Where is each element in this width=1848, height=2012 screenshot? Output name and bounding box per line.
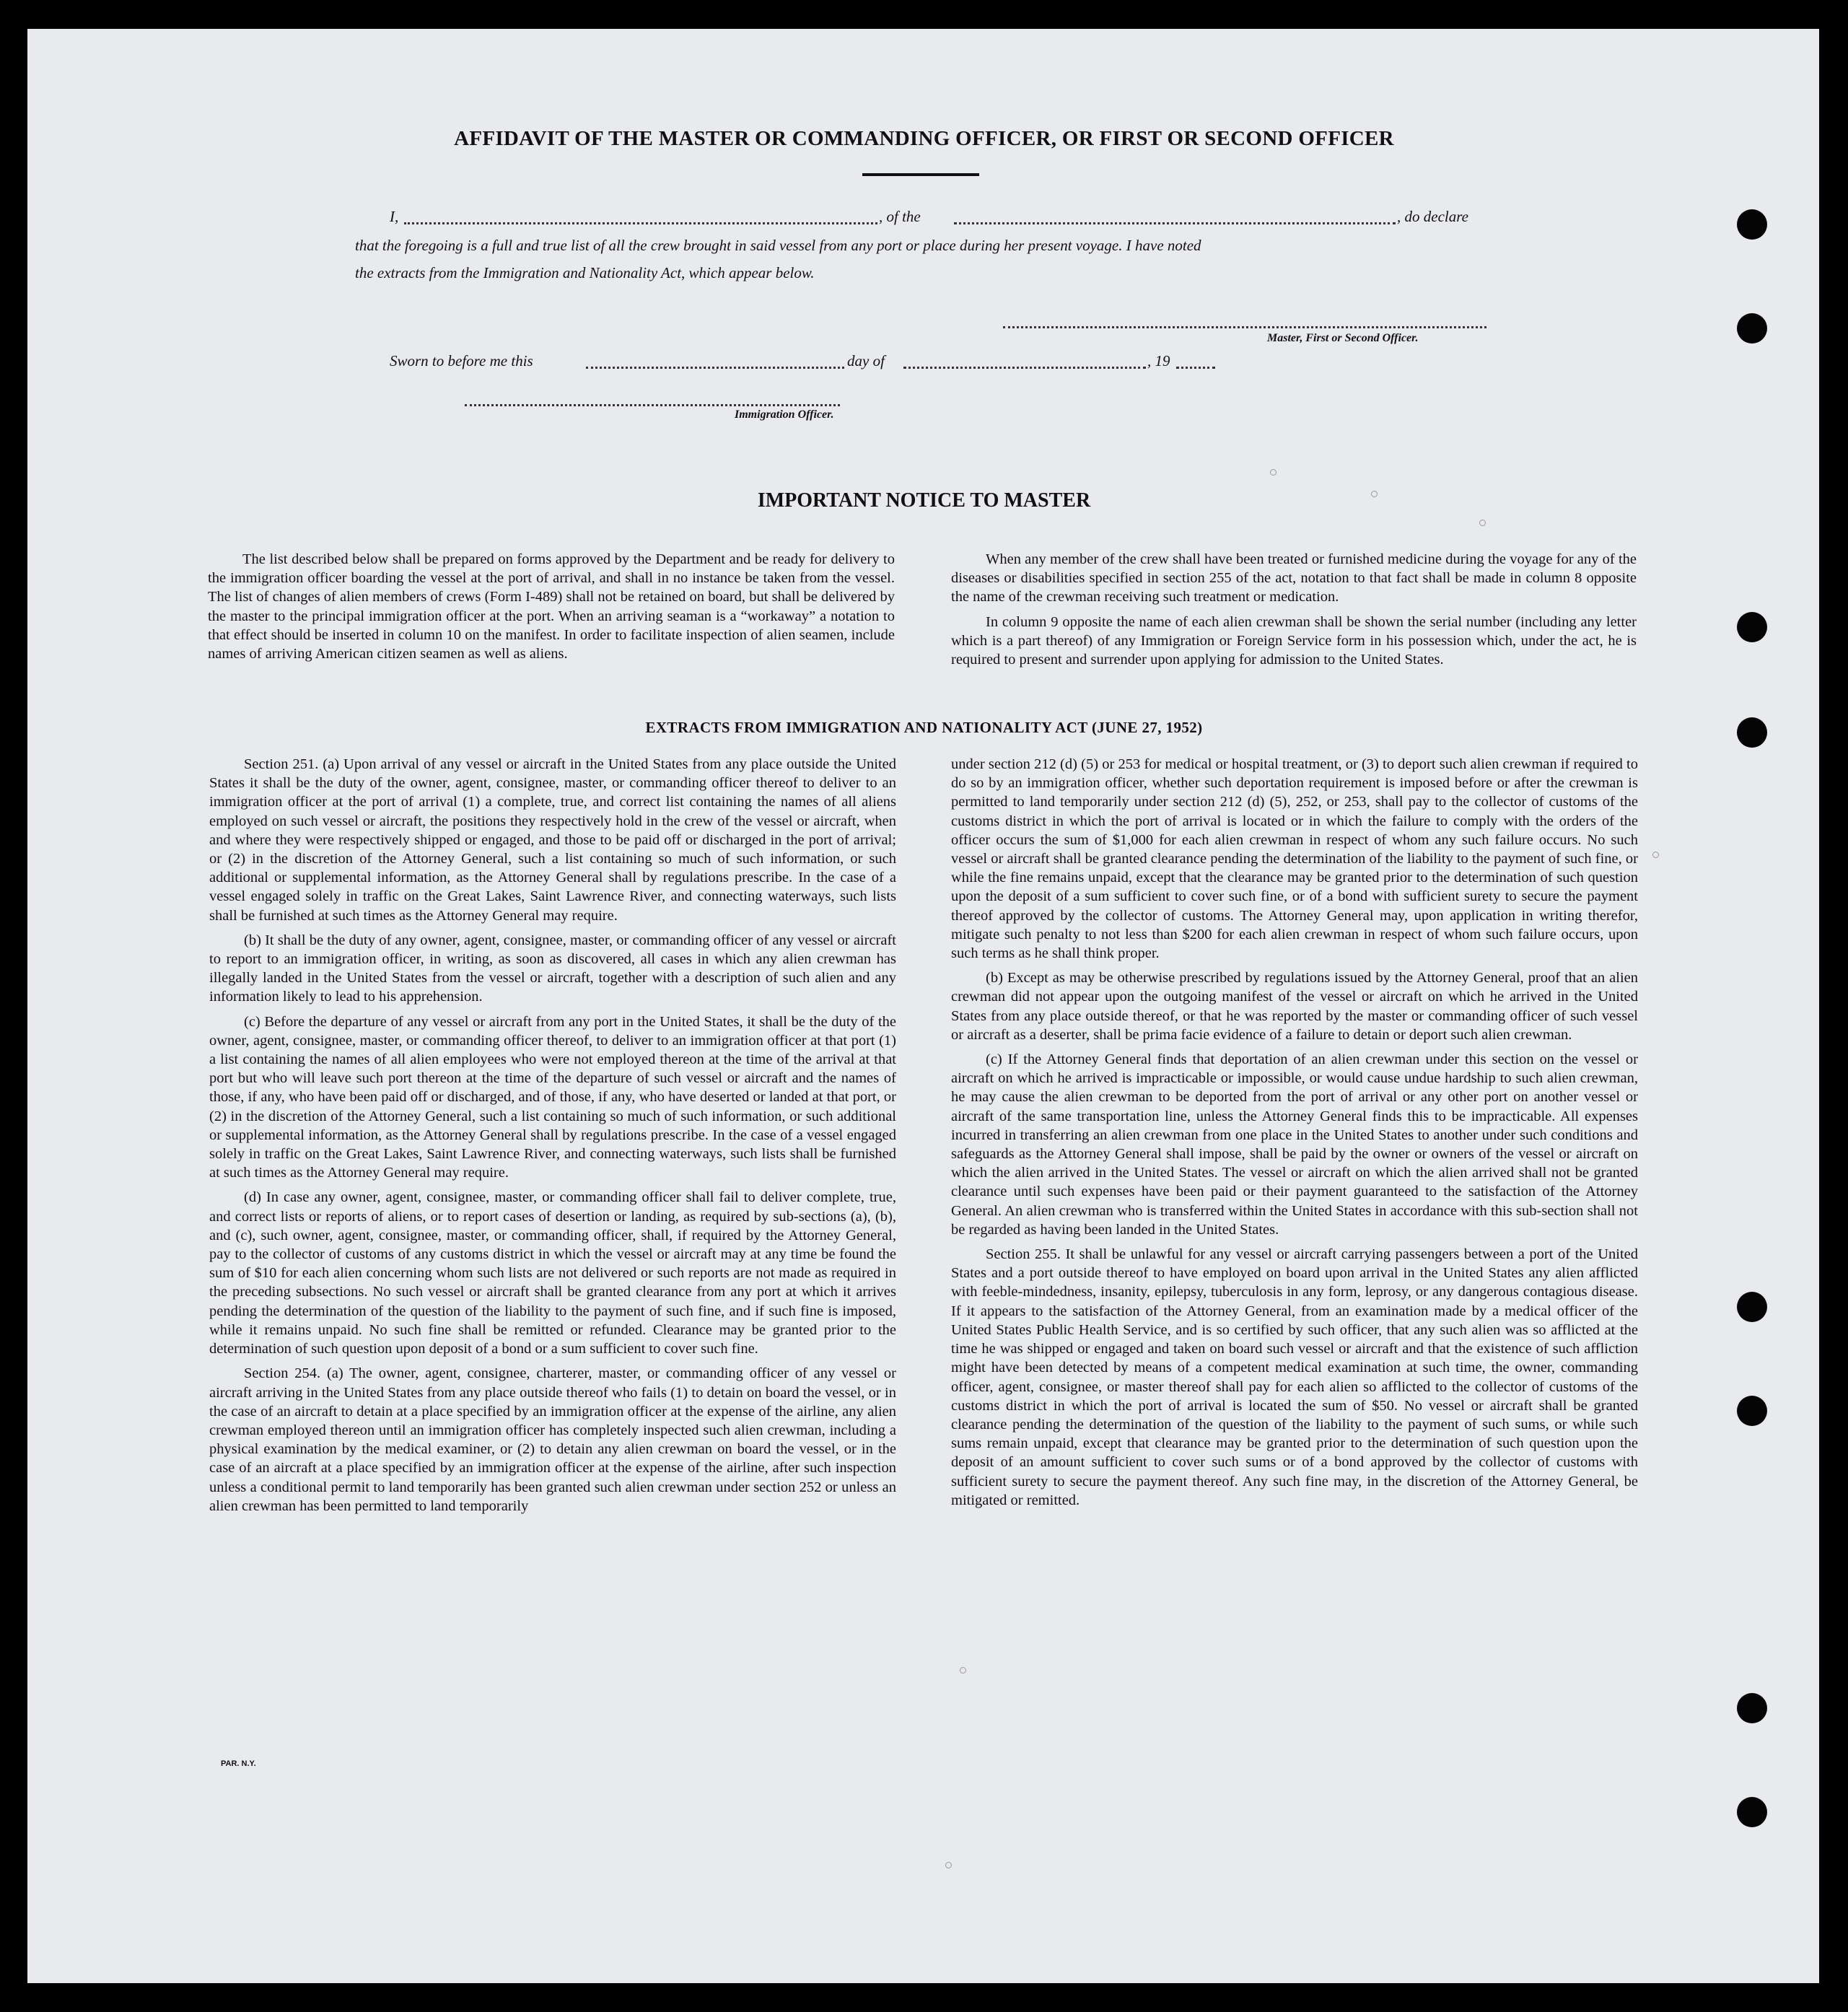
section-254-a: Section 254. (a) The owner, agent, consignee, charterer, master, or commanding officer of any vessel or aircraft arriving in the United States from any place outside thereof who fails (1) to detain on board the vessel, or in the case of an aircraft to detain at a place specified by an immigration officer at the expense of the airline, any alien crewman employed thereon until an immigration officer has completely inspected such alien crewman, including a physical examination by the medical examiner, or (2) to detain any alien crewman on board the vessel, or in the case of an aircraft at a place specified by an immigration officer at the expense of the airline, after such inspection unless a conditional permit to land temporarily has been granted such alien crewman under section 252 or unless an alien crewman has been permitted to land temporarily: [209, 1365, 896, 1514]
master-signature-field[interactable]: [1003, 326, 1486, 328]
punch-hole: [1737, 612, 1767, 642]
sworn-year-field[interactable]: [1176, 367, 1215, 369]
scan-speck: [960, 1667, 966, 1674]
section-254-c: (c) If the Attorney General finds that deportation of an alien crewman under this section on the vessel or aircraft on which he arrived is impracticable or impossible, or would cause undue hardship to such alien crewman, he may cause the alien crewman to be deported from the port of arrival or any other port on another vessel or aircraft of the same transportation line, unless the Attorney General finds this to be impracticable. All expenses incurred in transferring an alien crewman from one place in the United States to another under such conditions and safeguards as the Attorney General shall impose, shall be paid by the owner or owners of the vessel or aircraft on which the alien arrived in the United States. The vessel or aircraft on which the alien arrived shall not be granted clearance until such expenses have been paid or their payment guaranteed to the satisfaction of the Attorney General. An alien crewman who is transferred within the United States in accordance with this sub-section shall not be regarded as having been landed in the United States.: [951, 1051, 1638, 1238]
notice-right: [951, 550, 1637, 669]
printer-mark: PAR. N.Y.: [221, 1759, 256, 1768]
scan-speck: [1479, 520, 1486, 526]
extracts-left-column: [209, 755, 896, 1515]
scan-speck: [1270, 469, 1276, 476]
sworn-day-field[interactable]: [586, 367, 844, 369]
of-the-label: , of the: [879, 208, 921, 225]
section-254-b: (b) Except as may be otherwise prescribed by regulations issued by the Attorney General, proof that an alien crewman did not appear upon the outgoing manifest of the vessel or aircraft on which he arrived in the United States from any place outside thereof, or that he was reported by the master or commanding officer of such vessel or aircraft as a deserter, shall be prima facie evidence of a failure to detain or deport such alien crewman.: [951, 970, 1638, 1043]
vessel-field[interactable]: [954, 222, 1396, 224]
officer-signature-field[interactable]: [465, 404, 840, 406]
scan-speck: [945, 1862, 952, 1868]
do-declare-label: , do declare: [1397, 208, 1468, 225]
notice-left: [208, 550, 895, 663]
scan-speck: [1652, 852, 1659, 858]
statement-line-2: the extracts from the Immigration and Nationality Act, which appear below.: [355, 264, 815, 281]
section-251-d: (d) In case any owner, agent, consignee, master, or commanding officer shall fail to deliver complete, true, and correct lists or reports of aliens, or to report cases of desertion or landing, as required by sub-sections (a), (b), and (c), such owner, agent, consignee, master, or commanding officer, shall, if required by the Attorney General, pay to the collector of customs of any customs district in which the vessel or aircraft may at any time be found the sum of $10 for each alien concerning whom such lists are not delivered or such reports are not made as required in the preceding subsections. No such vessel or aircraft shall be granted clearance from any port at which it arrives pending the determination of the question of the liability to the payment of such fine, and if such fine is imposed, while it remains unpaid. No such fine shall be remitted or refunded. Clearance may be granted prior to the determination of such question upon deposit of a bond or a sum sufficient to cover such fine.: [209, 1189, 896, 1357]
punch-hole: [1737, 313, 1767, 344]
notice-right-paragraph: In column 9 opposite the name of each alien crewman shall be shown the serial number (including any letter which is a part thereof) of any Immigration or Foreign Service form in his possession which, under the act, he is required to present and surrender upon applying for admission to the United States.: [951, 613, 1637, 668]
statement-line-1: that the foregoing is a full and true list of all the crew brought in said vessel from any port or place during her present voyage. I have noted: [355, 237, 1201, 254]
punch-hole: [1737, 209, 1767, 240]
day-of-label: day of: [847, 352, 885, 369]
name-field[interactable]: [404, 222, 877, 224]
section-251-b: (b) It shall be the duty of any owner, agent, consignee, master, or commanding officer of any vessel or aircraft to report to an immigration officer, in writing, as soon as discovered, all cases in which any alien crewman has illegally landed in the United States from the vessel or aircraft, together with a description of such alien and any information likely to lead to his apprehension.: [209, 932, 896, 1005]
year-label: , 19: [1147, 352, 1170, 369]
scan-speck: [1371, 491, 1378, 497]
sworn-label: Sworn to before me this: [390, 352, 533, 369]
section-251-c: (c) Before the departure of any vessel or aircraft from any port in the United States, it shall be the duty of the owner, agent, consignee, master, or commanding officer thereof, to deliver to an immigration officer at that port (1) a list containing the names of all alien employees who were not employed thereon at the time of the arrival at that port but who will leave such port thereon at the time of the departure of such vessel or aircraft and the names of those, if any, who have been paid off or discharged, and of those, if any, who have deserted or landed at that port, or (2) in the discretion of the Attorney General, such a list containing so much of such information, or such additional or supplemental information, as the Attorney General shall by regulations prescribe. In the case of a vessel engaged solely in traffic on the Great Lakes, Saint Lawrence River, and connecting waterways, such lists shall be furnished at such times as the Attorney General may require.: [209, 1013, 896, 1181]
sworn-month-field[interactable]: [903, 367, 1146, 369]
title-rule: [862, 173, 979, 176]
affidavit-title: AFFIDAVIT OF THE MASTER OR COMMANDING OFFICER, OR FIRST OR SECOND OFFICER: [454, 127, 1394, 150]
notice-left-paragraph: The list described below shall be prepared on forms approved by the Department and be ready for delivery to the immigration officer boarding the vessel at the port of arrival, and shall in no instance be taken from the vessel. The list of changes of alien members of crews (Form I-489) shall not be retained on board, but shall be delivered by the master to the principal immigration officer at the port. When an arriving seaman is a “workaway” a notation to that effect should be inserted in column 10 on the manifest. In order to facilitate inspection of alien seamen, include names of arriving American citizen seamen as well as aliens.: [208, 551, 895, 662]
notice-right-paragraph: When any member of the crew shall have been treated or furnished medicine during the voyage for any of the diseases or disabilities specified in section 255 of the act, notation to that fact shall be made in column 8 opposite the name of the crewman receiving such treatment or medication.: [951, 551, 1637, 605]
punch-hole: [1737, 1797, 1767, 1827]
notice-title: IMPORTANT NOTICE TO MASTER: [757, 489, 1091, 512]
scan-speck: [1588, 765, 1594, 771]
section-251-a: Section 251. (a) Upon arrival of any vessel or aircraft in the United States from any place outside the United States it shall be the duty of the owner, agent, consignee, master, or commanding officer thereof to deliver to an immigration officer at the port of arrival (1) a complete, true, and correct list containing the names of all aliens employed on such vessel or aircraft, the positions they respectively hold in the crew of the vessel or aircraft, when and where they were respectively shipped or engaged, and those to be paid off or discharged in the port of arrival; or (2) in the discretion of the Attorney General, such a list containing so much of such information, or such additional or supplemental information, as the Attorney General shall by regulations prescribe. In the case of a vessel engaged solely in traffic on the Great Lakes, Saint Lawrence River, and connecting waterways, such lists shall be furnished at such times as the Attorney General may require.: [209, 756, 896, 924]
section-254-a-continued: under section 212 (d) (5) or 253 for medical or hospital treatment, or (3) to deport such alien crewman if required to do so by an immigration officer, whether such deportation requirement is imposed before or after the crewman is permitted to land temporarily under section 212 (d) (5), 252, or 253, shall pay to the collector of customs of the customs district in which the port of arrival is located or in which the failure to comply with the orders of the officer occurs the sum of $1,000 for each alien crewman in respect of whom any such failure occurs. No such vessel or aircraft shall be granted clearance pending the determination of the liability to the payment of such fine, or while the fine remains unpaid, except that the clearance may be granted prior to the determination of such question upon the deposit of a sum sufficient to cover such fine, or of a bond with sufficient surety to secure the payment thereof approved by the collector of customs. The Attorney General may, upon application in writing therefor, mitigate such penalty to not less than $200 for each alien crewman in respect of whom such failure occurs, upon such terms as he shall think proper.: [951, 756, 1638, 962]
i-label: I,: [390, 208, 399, 225]
extracts-right-column: [951, 755, 1638, 1510]
punch-hole: [1737, 1693, 1767, 1723]
section-255: Section 255. It shall be unlawful for any vessel or aircraft carrying passengers between a port of the United States and a port outside thereof to have employed on board upon arrival in the United States any alien afflicted with feeble-mindedness, insanity, epilepsy, tuberculosis in any form, leprosy, or any dangerous contagious disease. If it appears to the satisfaction of the Attorney General, from an examination made by a medical officer of the United States Public Health Service, and is so certified by such officer, that any such alien was so afflicted at the time he was shipped or engaged and taken on board such vessel or aircraft and that the existence of such affliction might have been detected by means of a competent medical examination at such time, the owner, commanding officer, agent, consignee, or master thereof shall pay for each alien so afflicted to the collector of customs of the customs district in which the port of arrival is located the sum of $50. No vessel or aircraft shall be granted clearance pending the determination of the question of the liability to the payment of such sums, or while such sums remain unpaid, except that clearance may be granted prior to the determination of such question upon the deposit of an amount sufficient to cover such sums or of a bond approved by the collector of customs with sufficient surety to secure the payment thereof. Any such fine may, in the discretion of the Attorney General, be mitigated or remitted.: [951, 1246, 1638, 1508]
punch-hole: [1737, 1396, 1767, 1426]
extracts-title: EXTRACTS FROM IMMIGRATION AND NATIONALITY ACT (JUNE 27, 1952): [645, 719, 1203, 736]
punch-hole: [1737, 1292, 1767, 1322]
officer-signature-label: Immigration Officer.: [735, 408, 834, 421]
master-signature-label: Master, First or Second Officer.: [1267, 332, 1419, 344]
